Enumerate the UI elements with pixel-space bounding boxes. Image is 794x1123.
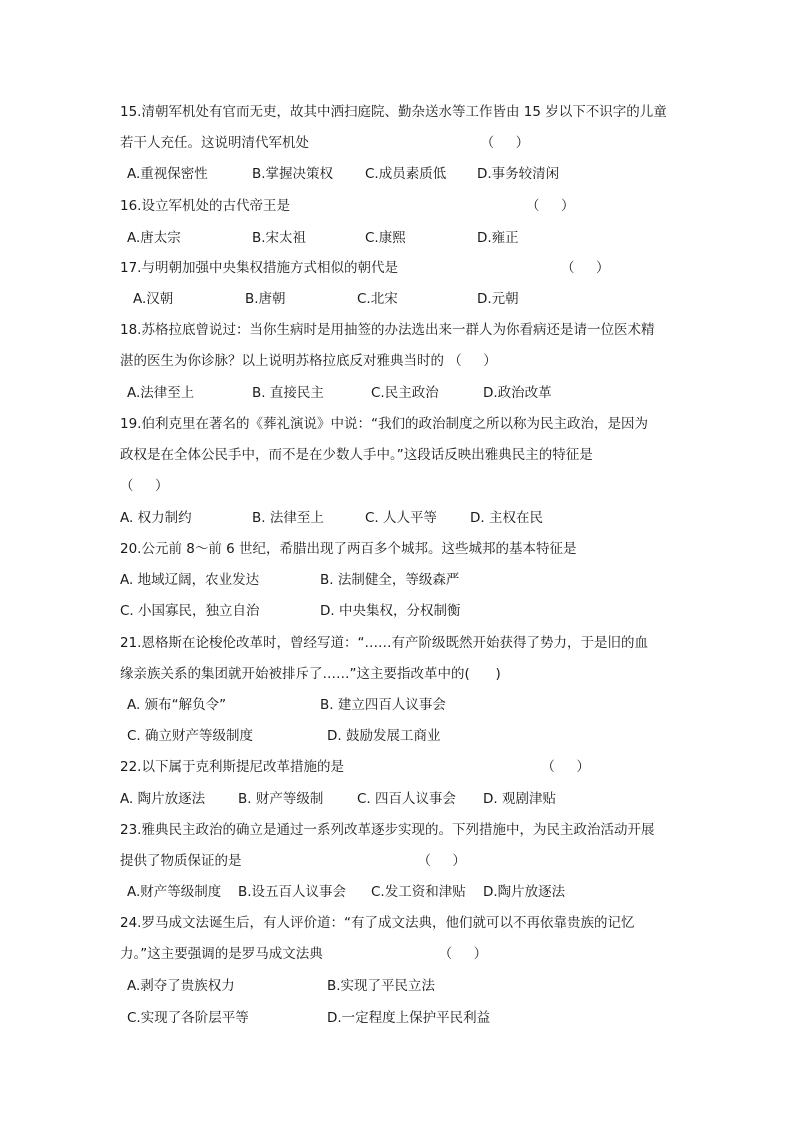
question-21-option-d: D. 鼓励发展工商业 — [327, 728, 441, 744]
question-20-line-1: 20.公元前 8～前 6 世纪，希腊出现了两百多个城邦。这些城邦的基本特征是 — [120, 541, 577, 557]
question-20-option-a: A. 地域辽阔，农业发达 — [120, 572, 260, 588]
question-18-option-a: A.法律至上 — [127, 385, 195, 401]
question-22-option-a: A. 陶片放逐法 — [120, 791, 206, 807]
question-15-option-b: B.掌握决策权 — [252, 166, 334, 182]
question-19-option-d: D. 主权在民 — [470, 510, 543, 526]
question-24-line-1: 24.罗马成文法诞生后，有人评价道：“有了成文法典，他们就可以不再依靠贵族的记忆 — [120, 915, 635, 931]
question-21-option-b: B. 建立四百人议事会 — [320, 697, 446, 713]
question-19-option-a: A. 权力制约 — [120, 510, 192, 526]
question-17-option-d: D.元朝 — [477, 291, 519, 307]
question-17-option-a: A.汉朝 — [133, 291, 174, 307]
question-18-line-1: 18.苏格拉底曾说过：当你生病时是用抽签的办法选出来一群人为你看病还是请一位医术精 — [120, 322, 655, 338]
question-19-line-1: 19.伯利克里在著名的《葬礼演说》中说：“我们的政治制度之所以称为民主政治，是因为 — [120, 416, 648, 432]
question-20-option-b: B. 法制健全，等级森严 — [320, 572, 460, 588]
question-24-line-2: 力。”这主要强调的是罗马成文法典 （ ） — [120, 946, 488, 962]
question-18-line-2: 湛的医生为你诊脉？以上说明苏格拉底反对雅典当时的 （ ） — [120, 353, 497, 369]
question-21-option-a: A. 颁布“解负令” — [127, 697, 227, 713]
question-21-line-1: 21.恩格斯在论梭伦改革时，曾经写道：“……有产阶级既然开始获得了势力，于是旧的血 — [120, 635, 648, 651]
question-24-option-b: B.实现了平民立法 — [327, 978, 436, 994]
question-23-line-1: 23.雅典民主政治的确立是通过一系列改革逐步实现的。下列措施中，为民主政治活动开展 — [120, 822, 655, 838]
question-19-line-2: 政权是在全体公民手中，而不是在少数人手中。”这段话反映出雅典民主的特征是 — [120, 447, 593, 463]
question-21-line-2: 缘亲族关系的集团就开始被排斥了……”这主要指改革中的( ) — [120, 666, 501, 682]
question-15-option-a: A.重视保密性 — [127, 166, 208, 182]
question-16-option-a: A.唐太宗 — [127, 230, 181, 246]
question-17-line-1: 17.与明朝加强中央集权措施方式相似的朝代是 （ ） — [120, 260, 610, 276]
question-23-option-c: C.发工资和津贴 — [371, 884, 466, 900]
question-16-option-d: D.雍正 — [477, 230, 519, 246]
question-18-option-d: D.政治改革 — [483, 385, 552, 401]
question-22-line-1: 22.以下属于克利斯提尼改革措施的是 （ ） — [120, 759, 590, 775]
question-23-line-2: 提供了物质保证的是 （ ） — [120, 853, 466, 869]
question-19-line-3: （ ） — [120, 478, 169, 494]
question-23-option-a: A.财产等级制度 — [127, 884, 222, 900]
question-22-option-c: C. 四百人议事会 — [357, 791, 457, 807]
question-23-option-b: B.设五百人议事会 — [238, 884, 347, 900]
question-22-option-d: D. 观剧津贴 — [483, 791, 556, 807]
question-15-line-2: 若干人充任。这说明清代军机处 （ ） — [120, 135, 530, 151]
question-22-option-b: B. 财产等级制 — [238, 791, 324, 807]
question-19-option-c: C. 人人平等 — [365, 510, 438, 526]
question-24-option-d: D.一定程度上保护平民利益 — [327, 1010, 491, 1026]
question-18-option-b: B. 直接民主 — [252, 385, 324, 401]
question-17-option-c: C.北宋 — [357, 291, 398, 307]
question-16-line-1: 16.设立军机处的古代帝王是 （ ） — [120, 198, 575, 214]
question-15-option-d: D.事务较清闲 — [477, 166, 560, 182]
question-16-option-c: C.康熙 — [365, 230, 406, 246]
question-15-line-1: 15.清朝军机处有官而无吏，故其中洒扫庭院、勤杂送水等工作皆由 15 岁以下不识字的儿童 — [120, 104, 667, 120]
question-21-option-c: C. 确立财产等级制度 — [127, 728, 254, 744]
question-24-option-c: C.实现了各阶层平等 — [127, 1010, 249, 1026]
question-20-option-d: D. 中央集权，分权制衡 — [320, 603, 461, 619]
question-20-option-c: C. 小国寡民，独立自治 — [120, 603, 260, 619]
question-18-option-c: C.民主政治 — [371, 385, 439, 401]
question-15-option-c: C.成员素质低 — [365, 166, 447, 182]
question-19-option-b: B. 法律至上 — [252, 510, 324, 526]
question-23-option-d: D.陶片放逐法 — [483, 884, 566, 900]
question-17-option-b: B.唐朝 — [245, 291, 286, 307]
question-16-option-b: B.宋太祖 — [252, 230, 307, 246]
question-24-option-a: A.剥夺了贵族权力 — [127, 978, 235, 994]
